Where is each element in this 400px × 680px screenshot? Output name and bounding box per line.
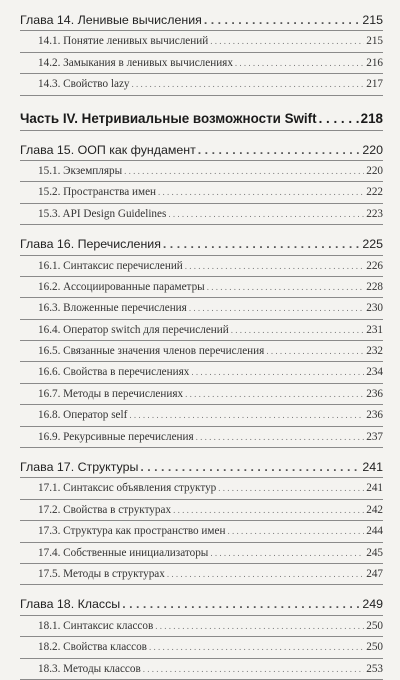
dot-leader: [198, 140, 361, 160]
toc-section-entry[interactable]: [0, 659, 400, 679]
dot-leader: [173, 500, 364, 520]
dot-leader: [163, 234, 360, 254]
toc-section-entry[interactable]: [0, 256, 400, 276]
toc-entry-title: 16.5. Связанные значения членов перечисления: [38, 345, 265, 358]
dot-leader: [319, 108, 359, 130]
toc-entry-title: 16.6. Свойства в перечислениях: [38, 366, 190, 379]
toc-entry-title: 15.3. API Design Guidelines: [38, 207, 167, 220]
toc-entry-title: 16.4. Оператор switch для перечислений: [38, 323, 229, 336]
toc-entry-title: Глава 17. Структуры: [20, 460, 139, 475]
spacer: [0, 448, 400, 457]
toc-entry-title: 18.2. Свойства классов: [38, 641, 147, 654]
toc-entry-page-number: 250: [366, 641, 383, 654]
toc-entry-page-number: 247: [366, 567, 383, 580]
dot-leader: [196, 427, 365, 447]
toc-entry-page-number: 220: [366, 164, 383, 177]
toc-entry-page-number: 216: [366, 56, 383, 69]
toc-section-entry[interactable]: [0, 74, 400, 94]
dot-leader: [132, 74, 365, 94]
toc-entry-title: 16.3. Вложенные перечисления: [38, 302, 187, 315]
toc-entry-title: 14.2. Замыкания в ленивых вычислениях: [38, 56, 233, 69]
toc-section-entry[interactable]: [0, 320, 400, 340]
toc-entry-page-number: 220: [362, 142, 383, 157]
dot-leader: [210, 543, 364, 563]
dot-leader: [167, 564, 364, 584]
dot-leader: [218, 478, 364, 498]
dot-leader: [185, 384, 364, 404]
toc-entry-page-number: 226: [366, 259, 383, 272]
toc-section-entry[interactable]: [0, 362, 400, 382]
dot-leader: [185, 256, 364, 276]
toc-chapter-entry[interactable]: [0, 140, 400, 160]
toc-chapter-entry[interactable]: [0, 234, 400, 254]
toc-entry-title: 16.8. Оператор self: [38, 409, 128, 422]
toc-entry-page-number: 234: [366, 366, 383, 379]
toc-entry-page-number: 244: [366, 525, 383, 538]
dot-leader: [235, 53, 364, 73]
spacer: [0, 225, 400, 234]
toc-entry-title: 17.3. Структура как пространство имен: [38, 525, 226, 538]
toc-entry-title: 14.1. Понятие ленивых вычислений: [38, 35, 209, 48]
toc-entry-page-number: 218: [360, 110, 383, 126]
dot-leader: [266, 341, 364, 361]
toc-chapter-entry[interactable]: [0, 594, 400, 614]
toc-entry-title: 16.7. Методы в перечислениях: [38, 387, 184, 400]
dot-leader: [155, 616, 364, 636]
toc-entry-title: 16.2. Ассоциированные параметры: [38, 280, 205, 293]
toc-section-entry[interactable]: [0, 543, 400, 563]
toc-section-entry[interactable]: [0, 277, 400, 297]
toc-entry-title: 16.9. Рекурсивные перечисления: [38, 430, 194, 443]
toc-section-entry[interactable]: [0, 182, 400, 202]
toc-entry-page-number: 215: [366, 35, 383, 48]
toc-part-entry[interactable]: [0, 108, 400, 130]
dot-leader: [140, 457, 360, 477]
toc-entry-title: 16.1. Синтаксис перечислений: [38, 259, 183, 272]
toc-entry-title: 17.1. Синтаксис объявления структур: [38, 482, 217, 495]
toc-section-entry[interactable]: [0, 384, 400, 404]
toc-section-entry[interactable]: [0, 341, 400, 361]
toc-entry-page-number: 223: [366, 207, 383, 220]
toc-entry-title: Глава 14. Ленивые вычисления: [20, 13, 202, 27]
dot-leader: [143, 659, 364, 679]
toc-entry-title: 17.2. Свойства в структурах: [38, 503, 172, 516]
toc-entry-page-number: 215: [362, 13, 383, 27]
dot-leader: [210, 31, 364, 51]
toc-entry-page-number: 241: [366, 482, 383, 495]
toc-entry-page-number: 237: [366, 430, 383, 443]
toc-entry-title: Часть IV. Нетривиальные возможности Swift: [20, 110, 317, 126]
toc-entry-title: 17.4. Собственные инициализаторы: [38, 546, 209, 559]
toc-section-entry[interactable]: [0, 53, 400, 73]
toc-entry-title: 18.3. Методы классов: [38, 662, 141, 675]
toc-section-entry[interactable]: [0, 478, 400, 498]
toc-section-entry[interactable]: [0, 31, 400, 51]
toc-section-entry[interactable]: [0, 637, 400, 657]
toc-section-entry[interactable]: [0, 405, 400, 425]
toc-entry-title: 17.5. Методы в структурах: [38, 567, 165, 580]
toc-entry-title: Глава 15. ООП как фундамент: [20, 142, 196, 157]
toc-entry-page-number: 232: [366, 345, 383, 358]
toc-entry-page-number: 225: [362, 237, 383, 252]
toc-entry-title: Глава 16. Перечисления: [20, 237, 161, 252]
toc-section-entry[interactable]: [0, 521, 400, 541]
toc-section-entry[interactable]: [0, 564, 400, 584]
toc-section-entry[interactable]: [0, 500, 400, 520]
toc-section-entry[interactable]: [0, 204, 400, 224]
dot-leader: [168, 204, 364, 224]
dot-leader: [231, 320, 364, 340]
toc-entry-page-number: 231: [366, 323, 383, 336]
dot-leader: [122, 594, 360, 614]
toc-entry-page-number: 236: [366, 409, 383, 422]
toc-entry-page-number: 217: [366, 78, 383, 91]
spacer: [0, 96, 400, 108]
toc-entry-page-number: 249: [362, 597, 383, 612]
spacer: [0, 131, 400, 140]
toc-entry-title: 14.3. Свойство lazy: [38, 78, 130, 91]
toc-entry-page-number: 242: [366, 503, 383, 516]
toc-entry-page-number: 250: [366, 619, 383, 632]
dot-leader: [129, 405, 364, 425]
dot-leader: [207, 277, 365, 297]
toc-section-entry[interactable]: [0, 161, 400, 181]
dot-leader: [189, 298, 364, 318]
table-of-contents: [0, 10, 400, 680]
toc-section-entry[interactable]: [0, 616, 400, 636]
toc-entry-title: 18.1. Синтаксис классов: [38, 619, 154, 632]
toc-chapter-entry[interactable]: [0, 457, 400, 477]
toc-entry-page-number: 253: [366, 662, 383, 675]
toc-entry-page-number: 236: [366, 387, 383, 400]
dot-leader: [204, 10, 360, 30]
toc-entry-title: 15.2. Пространства имен: [38, 186, 157, 199]
dot-leader: [191, 362, 364, 382]
dot-leader: [158, 182, 364, 202]
toc-entry-page-number: 228: [366, 280, 383, 293]
toc-entry-title: 15.1. Экземпляры: [38, 164, 123, 177]
toc-section-entry[interactable]: [0, 298, 400, 318]
dot-leader: [227, 521, 364, 541]
dot-leader: [149, 637, 364, 657]
toc-entry-page-number: 241: [362, 460, 383, 475]
toc-entry-page-number: 222: [366, 186, 383, 199]
toc-entry-page-number: 230: [366, 302, 383, 315]
toc-section-entry[interactable]: [0, 427, 400, 447]
toc-chapter-entry[interactable]: [0, 10, 400, 30]
toc-entry-page-number: 245: [366, 546, 383, 559]
dot-leader: [124, 161, 364, 181]
toc-entry-title: Глава 18. Классы: [20, 597, 121, 612]
